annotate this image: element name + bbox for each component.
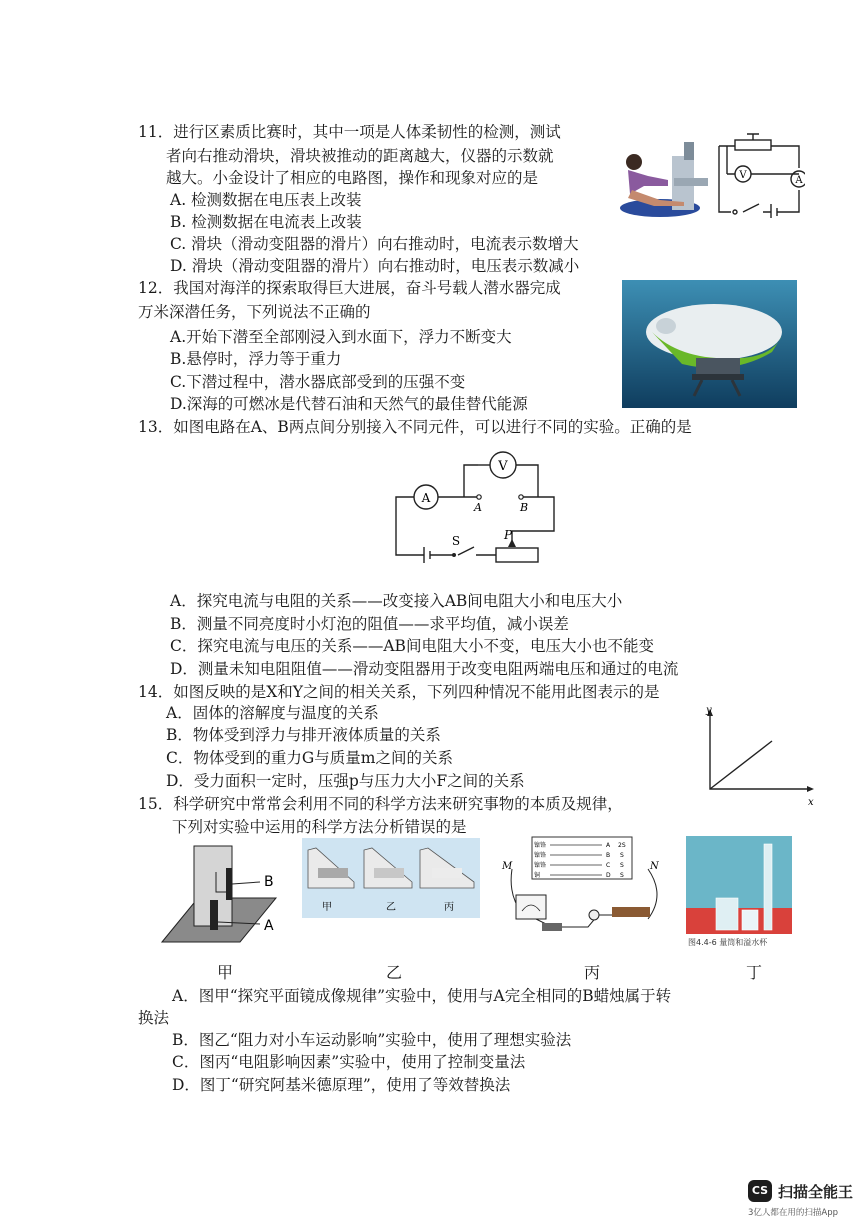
q15-caption-bing: 丙 xyxy=(584,963,601,982)
q14-xy-graph xyxy=(700,703,825,808)
q13-point-b-label: B xyxy=(519,501,529,514)
q11-voltmeter-label: V xyxy=(739,170,747,181)
q11-stem-line2: 者向右推动滑块，滑块被推动的距离越大，仪器的示数就 xyxy=(166,147,554,165)
q15-option-a-line2: 换法 xyxy=(138,1009,170,1027)
q13-circuit-diagram xyxy=(388,447,563,570)
q13-point-a-label: A xyxy=(474,501,482,514)
q15-figure-bing-resistance xyxy=(498,835,676,940)
q11-stem-line3: 越大。小金设计了相应的电路图，操作和现象对应的是 xyxy=(166,169,539,187)
q15-bing-size-3: S xyxy=(620,862,624,869)
q12-option-d: D.深海的可燃冰是代替石油和天然气的最佳替代能源 xyxy=(170,395,528,413)
q13-ammeter-label: A xyxy=(421,491,431,505)
q14-option-a: A．固体的溶解度与温度的关系 xyxy=(166,704,379,722)
q11-circuit-diagram xyxy=(713,132,805,218)
q13-option-d: D．测量未知电阻阻值——滑动变阻器用于改变电阻两端电压和通过的电流 xyxy=(170,660,679,678)
q15-yi-sublabel-2: 乙 xyxy=(386,902,396,913)
q15-bing-letter-2: B xyxy=(606,852,611,859)
q14-option-c: C．物体受到的重力G与质量m之间的关系 xyxy=(166,749,453,767)
q15-bing-row-1: 镍铬 xyxy=(534,842,547,849)
q15-bing-letter-1: A xyxy=(606,842,611,849)
q13-slider-label: P xyxy=(503,528,513,542)
q12-submersible-photo xyxy=(622,280,797,408)
q11-stem-line1: 11．进行区素质比赛时，其中一项是人体柔韧性的检测，测试 xyxy=(138,123,561,141)
q15-yi-sublabel-3: 丙 xyxy=(444,902,454,913)
q15-figure-yi-ramps xyxy=(302,838,480,918)
q15-option-c: C．图丙“电阻影响因素”实验中，使用了控制变量法 xyxy=(172,1053,526,1071)
q13-stem: 13．如图电路在A、B两点间分别接入不同元件，可以进行不同的实验。正确的是 xyxy=(138,418,692,436)
q15-caption-yi: 乙 xyxy=(386,963,403,982)
q15-caption-ding: 丁 xyxy=(746,963,763,982)
q14-option-d: D．受力面积一定时，压强p与压力大小F之间的关系 xyxy=(166,772,525,790)
scanner-logo-icon: CS xyxy=(748,1180,772,1202)
q11-ammeter-label: A xyxy=(795,175,803,186)
q14-axis-y-label: y xyxy=(706,705,712,716)
q12-stem-line2: 万米深潜任务，下列说法不正确的 xyxy=(138,303,371,321)
q15-ding-caption: 图4.4-6 量筒和溢水杯 xyxy=(688,938,768,947)
q12-option-b: B.悬停时，浮力等于重力 xyxy=(170,350,342,368)
q15-option-a-line1: A．图甲“探究平面镜成像规律”实验中，使用与A完全相同的B蜡烛属于转 xyxy=(172,987,672,1005)
q15-option-d: D．图丁“研究阿基米德原理”，使用了等效替换法 xyxy=(172,1076,511,1094)
q15-yi-sublabel-1: 甲 xyxy=(322,902,332,913)
q15-bing-row-2: 镍铬 xyxy=(534,852,547,859)
q15-bing-label-n: N xyxy=(650,861,659,872)
q11-option-d: D. 滑块（滑动变阻器的滑片）向右推动时，电压表示数减小 xyxy=(170,257,580,275)
q13-voltmeter-label: V xyxy=(498,459,508,474)
q11-option-c: C. 滑块（滑动变阻器的滑片）向右推动时，电流表示数增大 xyxy=(170,235,579,253)
q15-caption-jia: 甲 xyxy=(217,963,234,982)
q15-option-b: B．图乙“阻力对小车运动影响”实验中，使用了理想实验法 xyxy=(172,1031,572,1049)
q13-option-b: B．测量不同亮度时小灯泡的阻值——求平均值，减小误差 xyxy=(170,615,569,633)
scanner-watermark xyxy=(748,1180,858,1220)
scanner-app-name: 扫描全能王 xyxy=(778,1183,854,1201)
q15-bing-size-2: S xyxy=(620,852,624,859)
q15-bing-row-3: 镍铬 xyxy=(534,862,547,869)
q15-stem-line1: 15．科学研究中常常会利用不同的科学方法来研究事物的本质及规律， xyxy=(138,795,623,813)
q12-option-c: C.下潜过程中，潜水器底部受到的压强不变 xyxy=(170,373,466,391)
q12-option-a: A.开始下潜至全部刚浸入到水面下，浮力不断变大 xyxy=(170,328,512,346)
q14-axis-x-label: x xyxy=(808,797,814,808)
q15-bing-size-4: S xyxy=(620,872,624,879)
q15-figure-jia-mirror xyxy=(160,842,295,952)
q13-option-a: A．探究电流与电阻的关系——改变接入AB间电阻大小和电压大小 xyxy=(170,592,623,610)
q15-bing-letter-3: C xyxy=(606,862,611,869)
q13-switch-label: S xyxy=(451,534,461,548)
q15-stem-line2: 下列对实验中运用的科学方法分析错误的是 xyxy=(172,818,467,836)
q11-option-a: A. 检测数据在电压表上改装 xyxy=(170,191,362,209)
q12-stem-line1: 12．我国对海洋的探索取得巨大进展，奋斗号载人潜水器完成 xyxy=(138,279,561,297)
q15-bing-label-m: M xyxy=(502,861,513,872)
q15-bing-size-1: 2S xyxy=(618,842,626,849)
q15-bing-letter-4: D xyxy=(606,872,611,879)
q15-figure-ding-cylinder-photo xyxy=(686,836,792,948)
q13-option-c: C．探究电流与电压的关系——AB间电阻大小不变，电压大小也不能变 xyxy=(170,637,654,655)
q15-jia-label-b: B xyxy=(264,874,274,890)
q15-bing-row-4: 铜 xyxy=(534,872,541,879)
q14-stem: 14．如图反映的是X和Y之间的相关关系，下列四种情况不能用此图表示的是 xyxy=(138,683,660,701)
q11-option-b: B. 检测数据在电流表上改装 xyxy=(170,213,362,231)
q14-option-b: B．物体受到浮力与排开液体质量的关系 xyxy=(166,726,441,744)
q11-flexibility-test-photo xyxy=(614,134,712,222)
scanner-slogan: 3亿人都在用的扫描App xyxy=(748,1208,839,1218)
q15-jia-label-a: A xyxy=(264,918,274,934)
